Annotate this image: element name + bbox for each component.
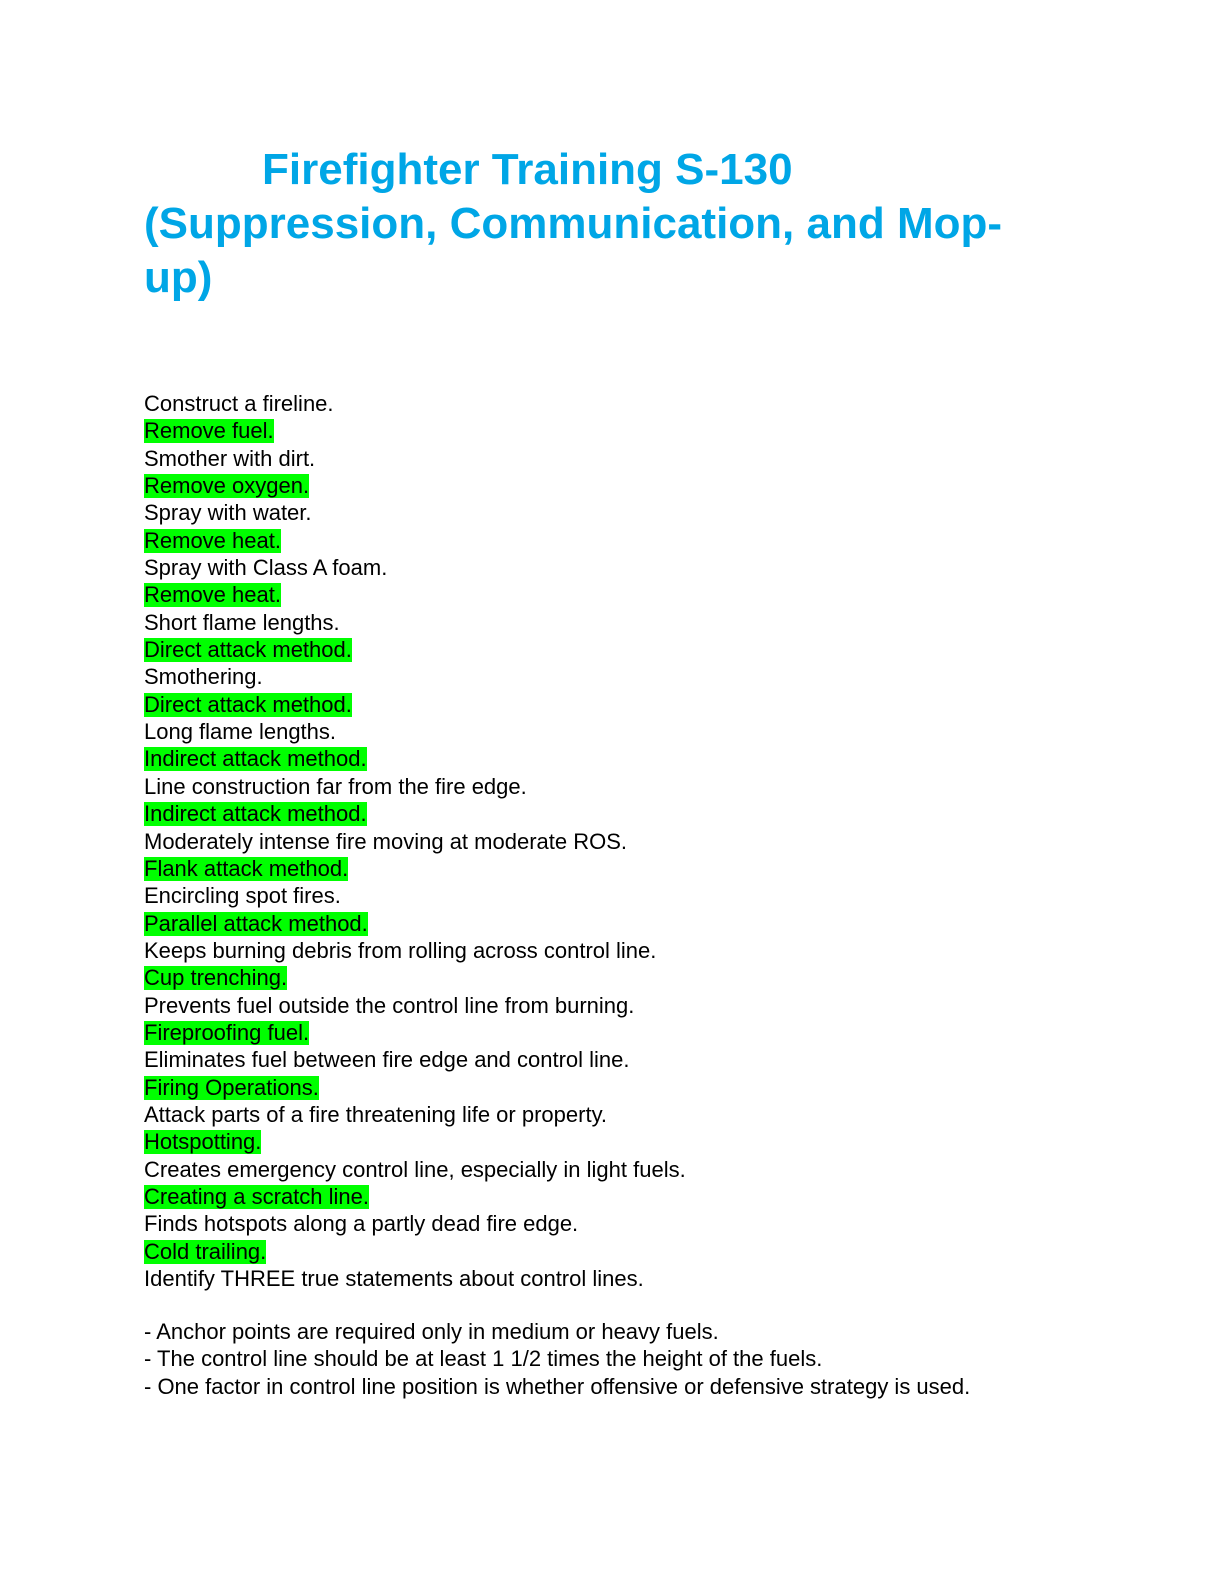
statements-list [144, 1318, 1104, 1400]
title-line: (Suppression, Communication, and Mop- [144, 199, 1002, 248]
answer-row [144, 691, 1104, 718]
highlighted-answer: Flank attack method. [144, 855, 349, 881]
answer-row [144, 964, 1104, 991]
question-text: Encircling spot fires. [144, 883, 341, 909]
question-text: Finds hotspots along a partly dead fire edge. [144, 1211, 579, 1237]
highlighted-answer: Indirect attack method. [144, 746, 367, 772]
question-text: Prevents fuel outside the control line from burning. [144, 992, 635, 1018]
answer-row [144, 472, 1104, 499]
document-title [144, 143, 1084, 305]
highlighted-answer: Remove fuel. [144, 418, 274, 444]
title-line: Firefighter Training S-130 [262, 145, 793, 194]
question-text: Short flame lengths. [144, 609, 340, 635]
highlighted-answer: Remove heat. [144, 582, 281, 608]
answer-row [144, 745, 1104, 772]
statement-item: - One factor in control line position is whether offensive or defensive strategy is used. [144, 1373, 971, 1399]
statement-item: - Anchor points are required only in medium or heavy fuels. [144, 1319, 719, 1344]
answer-row [144, 1238, 1104, 1265]
question-text: Eliminates fuel between fire edge and control line. [144, 1047, 630, 1073]
final-question-text: Identify THREE true statements about control lines. [144, 1266, 644, 1291]
question-text: Smother with dirt. [144, 445, 316, 471]
statement-item: - The control line should be at least 1 1/2 times the height of the fuels. [144, 1346, 823, 1372]
answer-row [144, 417, 1104, 444]
question-text: Line construction far from the fire edge. [144, 773, 527, 799]
highlighted-answer: Indirect attack method. [144, 801, 367, 827]
highlighted-answer: Cold trailing. [144, 1238, 267, 1264]
answer-row [144, 800, 1104, 827]
answer-row [144, 581, 1104, 608]
answer-row [144, 1128, 1104, 1155]
highlighted-answer: Remove oxygen. [144, 473, 310, 499]
question-text: Creates emergency control line, especially in light fuels. [144, 1156, 686, 1182]
question-text: Spray with Class A foam. [144, 555, 388, 581]
answer-row [144, 636, 1104, 663]
answer-row [144, 1019, 1104, 1046]
question-text: Moderately intense fire moving at moderate ROS. [144, 828, 628, 854]
highlighted-answer: Fireproofing fuel. [144, 1019, 310, 1045]
question-text: Long flame lengths. [144, 719, 337, 745]
title-line: up) [144, 253, 213, 302]
question-text: Smothering. [144, 664, 263, 690]
question-text: Spray with water. [144, 500, 312, 526]
highlighted-answer: Creating a scratch line. [144, 1183, 369, 1209]
highlighted-answer: Firing Operations. [144, 1074, 319, 1100]
highlighted-answer: Direct attack method. [144, 691, 352, 717]
answer-row [144, 527, 1104, 554]
question-text: Keeps burning debris from rolling across control line. [144, 937, 657, 963]
highlighted-answer: Hotspotting. [144, 1129, 262, 1155]
highlighted-answer: Direct attack method. [144, 637, 352, 663]
question-text: Construct a fireline. [144, 391, 334, 416]
answer-row [144, 1074, 1104, 1101]
question-text: Attack parts of a fire threatening life or property. [144, 1101, 608, 1127]
highlighted-answer: Cup trenching. [144, 965, 288, 991]
answer-row [144, 855, 1104, 882]
answer-row [144, 910, 1104, 937]
question-answer-list [144, 390, 1104, 1292]
highlighted-answer: Remove heat. [144, 527, 281, 553]
highlighted-answer: Parallel attack method. [144, 910, 368, 936]
answer-row [144, 1183, 1104, 1210]
